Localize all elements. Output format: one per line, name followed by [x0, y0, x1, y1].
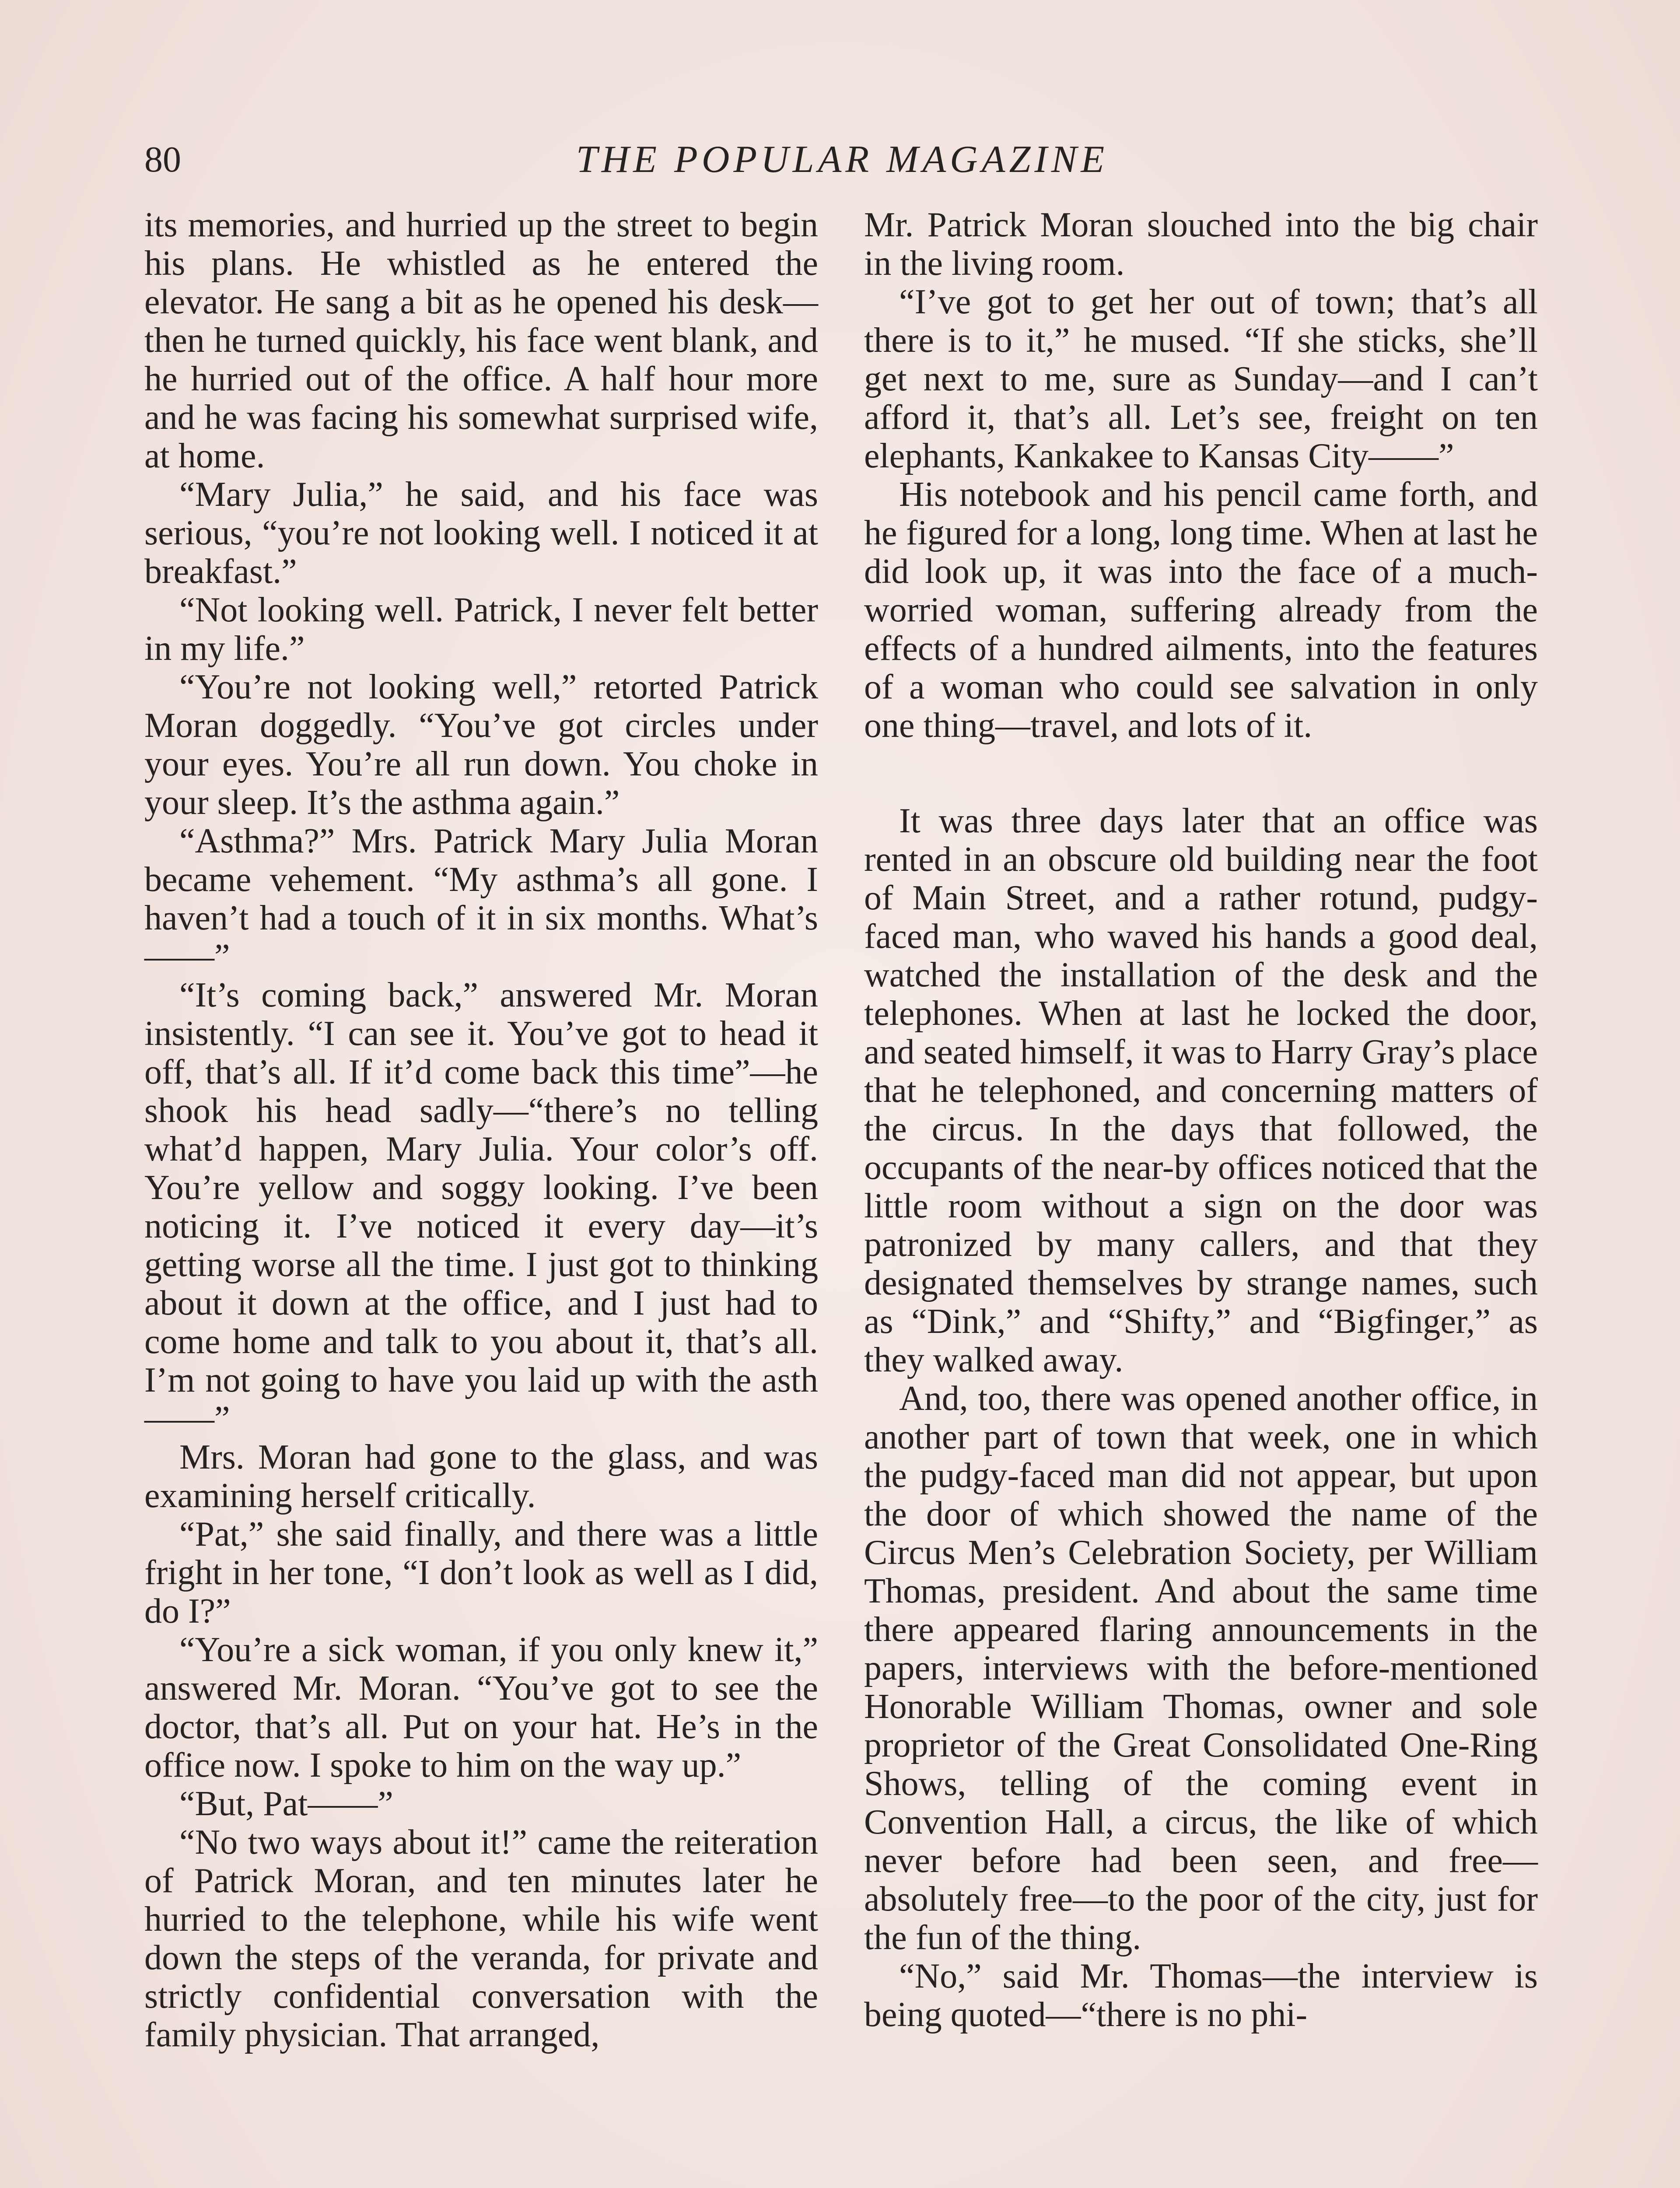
paragraph: And, too, there was opened another office, in another part of town that week, one in which the pudgy-faced man did not appear, but upon the door of which showed the name of the Circus Men’s Celebration Society, per William Thomas, president. And about the same time there appeared flaring announcements in the papers, interviews with the before-mentioned Honorable William Thomas, owner and sole proprietor of the Great Consolidated One-Ring Shows, telling of the coming event in Convention Hall, a circus, the like of which never before had been seen, and free—absolutely free—to the poor of the city, just for the fun of the thing. [864, 1379, 1538, 1957]
paragraph: “Pat,” she said finally, and there was a little fright in her tone, “I don’t look as well as I did, do I?” [144, 1515, 818, 1630]
page-header [144, 127, 1540, 193]
paragraph: “You’re not looking well,” retorted Patrick Moran doggedly. “You’ve got circles under your eyes. You’re all run down. You choke in your sleep. It’s the asthma again.” [144, 668, 818, 822]
paragraph: “No two ways about it!” came the reiteration of Patrick Moran, and ten minutes later he hurried to the telephone, while his wife went down the steps of the veranda, for private and strictly confidential conversation with the family physician. That arranged, [144, 1823, 818, 2054]
paragraph: His notebook and his pencil came forth, and he figured for a long, long time. When at last he did look up, it was into the face of a much-worried woman, suffering already from the effects of a hundred ailments, into the features of a woman who could see salvation in only one thing—travel, and lots of it. [864, 475, 1538, 745]
right-column [864, 206, 1538, 2188]
paragraph: “But, Pat——” [179, 1785, 393, 1823]
paragraph: Mr. Patrick Moran slouched into the big chair in the living room. [864, 206, 1538, 283]
paragraph: It was three days later that an office was rented in an obscure old building near the foot of Main Street, and a rather rotund, pudgy-faced man, who waved his hands a good deal, watched the installation of the desk and the telephones. When at last he locked the door, and seated himself, it was to Harry Gray’s place that he telephoned, and concerning matters of the circus. In the days that followed, the occupants of the near-by offices noticed that the little room without a sign on the door was patronized by many callers, and that they designated themselves by strange names, such as “Dink,” and “Shifty,” and “Bigfinger,” as they walked away. [864, 802, 1538, 1379]
paragraph: “No,” said Mr. Thomas—the interview is being quoted—“there is no phi- [864, 1957, 1538, 2034]
paragraph: “Not looking well. Patrick, I never felt better in my life.” [144, 591, 818, 668]
paragraph: “It’s coming back,” answered Mr. Moran insistently. “I can see it. You’ve got to head it off, that’s all. If it’d come back this time”—he shook his head sadly—“there’s no telling what’d happen, Mary Julia. Your color’s off. You’re yellow and soggy looking. I’ve been noticing it. I’ve noticed it every day—it’s getting worse all the time. I just got to thinking about it down at the office, and I just had to come home and talk to you about it, that’s all. I’m not going to have you laid up with the asth——” [144, 976, 818, 1438]
section-break [864, 745, 1538, 802]
paragraph: “I’ve got to get her out of town; that’s all there is to it,” he mused. “If she sticks, she’ll get next to me, sure as Sunday—and I can’t afford it, that’s all. Let’s see, freight on ten elephants, Kankakee to Kansas City——” [864, 283, 1538, 475]
paragraph: its memories, and hurried up the street to begin his plans. He whistled as he entered the elevator. He sang a bit as he opened his desk—then he turned quickly, his face went blank, and he hurried out of the office. A half hour more and he was facing his somewhat surprised wife, at home. [144, 206, 818, 475]
paragraph: Mrs. Moran had gone to the glass, and was examining herself critically. [144, 1438, 818, 1515]
running-title: THE POPULAR MAGAZINE [576, 138, 1109, 181]
paragraph: “Asthma?” Mrs. Patrick Mary Julia Moran became vehement. “My asthma’s all gone. I haven’t had a touch of it in six months. What’s——” [144, 822, 818, 976]
left-column [144, 206, 818, 2188]
paragraph: “Mary Julia,” he said, and his face was serious, “you’re not looking well. I noticed it at breakfast.” [144, 475, 818, 591]
page-number: 80 [144, 139, 181, 180]
paragraph: “You’re a sick woman, if you only knew it,” answered Mr. Moran. “You’ve got to see the doctor, that’s all. Put on your hat. He’s in the office now. I spoke to him on the way up.” [144, 1630, 818, 1785]
